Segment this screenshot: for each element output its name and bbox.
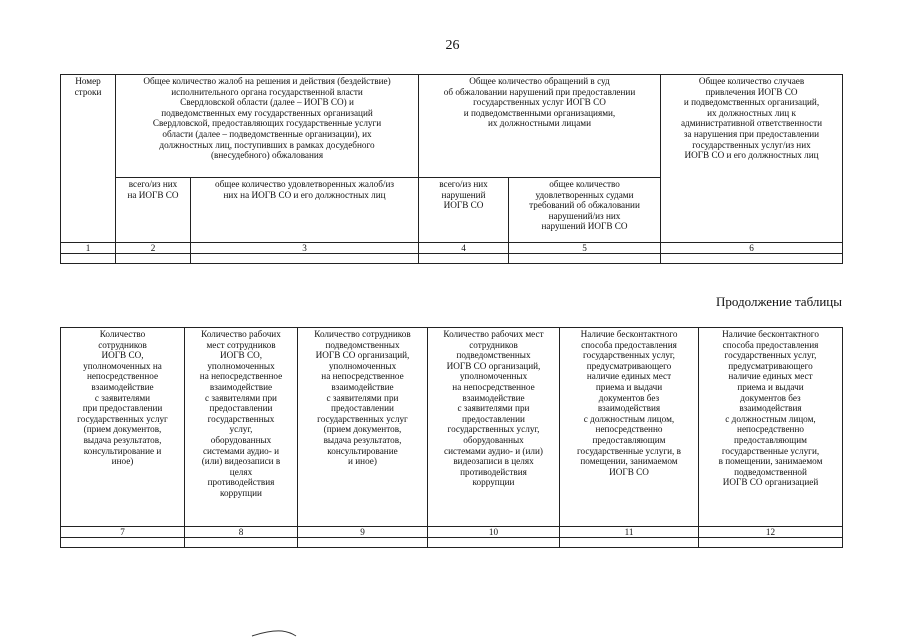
table1-empty-row [61,254,843,264]
column-number: 1 [61,243,116,254]
empty-cell [560,538,699,548]
staff-table [60,327,843,548]
table2-column-numbers [61,527,843,538]
empty-cell [661,254,843,264]
column-number: 7 [61,527,185,538]
table2-empty-row [61,538,843,548]
empty-cell [428,538,560,548]
subheader-total-complaints: всего/из них на ИОГВ СО [116,178,191,243]
page-number: 26 [445,38,460,53]
column-number: 6 [661,243,843,254]
empty-cell [509,254,661,264]
header-complaints: Общее количество жалоб на решения и действия (бездействие) исполнительного органа государственной власти Свердловской области (далее – ИОГВ СО) и подведомственных ему государственных организаций Свердловской, предоставляющих государственные услуги области (далее – подведомственные организации), их должностных лиц, поступивших в рамках досудебного (внесудебного) обжалования [116,75,419,178]
subheader-satisfied-complaints: общее количество удовлетворенных жалоб/из них на ИОГВ СО и его должностных лиц [191,178,419,243]
column-number: 3 [191,243,419,254]
column-number: 11 [560,527,699,538]
column-number: 12 [699,527,843,538]
header-staff-iogv: Количество сотрудников ИОГВ СО, уполномоченных на непосредственное взаимодействие с заявителями при предоставлении государственных услуг (прием документов, выдача результатов, консультирование и иное) [61,328,185,527]
header-administrative-liability: Общее количество случаев привлечения ИОГВ СО и подведомственных организаций, их должностных лиц к административной ответственности за нарушения при предоставлении государственных услуг/из них ИОГВ СО и его должностных лиц [661,75,843,243]
column-number: 2 [116,243,191,254]
column-number: 9 [298,527,428,538]
header-workplaces-iogv: Количество рабочих мест сотрудников ИОГВ СО, уполномоченных на непосредственное взаимодействие с заявителями при предоставлении государственных услуг, оборудованных системами аудио- и (или) видеозаписи в целях противодействия коррупции [185,328,298,527]
empty-cell [191,254,419,264]
header-contactless-iogv: Наличие бесконтактного способа предоставления государственных услуг, предусматривающего наличие единых мест приема и выдачи документов без взаимодействия с должностным лицом, непосредственно предоставляющим государственные услуги, в помещении, занимаемом ИОГВ СО [560,328,699,527]
subheader-court-satisfied: общее количество удовлетворенных судами требований об обжаловании нарушений/из них нарушений ИОГВ СО [509,178,661,243]
header-row-number: Номер строки [61,75,116,243]
empty-cell [298,538,428,548]
subheader-court-total: всего/из них нарушений ИОГВ СО [419,178,509,243]
empty-cell [61,538,185,548]
pen-stroke-mark [250,626,300,638]
header-contactless-subordinate: Наличие бесконтактного способа предоставления государственных услуг, предусматривающего наличие единых мест приема и выдачи документов без взаимодействия с должностным лицом, непосредственно предоставляющим государственные услуги, в помещении, занимаемом подведомственной ИОГВ СО организацией [699,328,843,527]
empty-cell [185,538,298,548]
column-number: 10 [428,527,560,538]
header-court-appeals: Общее количество обращений в суд об обжаловании нарушений при предоставлении государственных услуг ИОГВ СО и подведомственными организациями, их должностными лицами [419,75,661,178]
column-number: 5 [509,243,661,254]
complaints-table [60,74,843,264]
table1-column-numbers [61,243,843,254]
table1-header-row [61,75,843,178]
column-number: 4 [419,243,509,254]
header-staff-subordinate: Количество сотрудников подведомственных ИОГВ СО организаций, уполномоченных на непосредственное взаимодействие с заявителями при предоставлении государственных услуг (прием документов, выдача результатов, консультирование и иное) [298,328,428,527]
column-number: 8 [185,527,298,538]
empty-cell [61,254,116,264]
empty-cell [699,538,843,548]
table2-header-row [61,328,843,527]
empty-cell [419,254,509,264]
header-workplaces-subordinate: Количество рабочих мест сотрудников подведомственных ИОГВ СО организаций, уполномоченных на непосредственное взаимодействие с заявителями при предоставлении государственных услуг, оборудованных системами аудио- и (или) видеозаписи в целях противодействия коррупции [428,328,560,527]
empty-cell [116,254,191,264]
continuation-label: Продолжение таблицы [716,294,842,309]
